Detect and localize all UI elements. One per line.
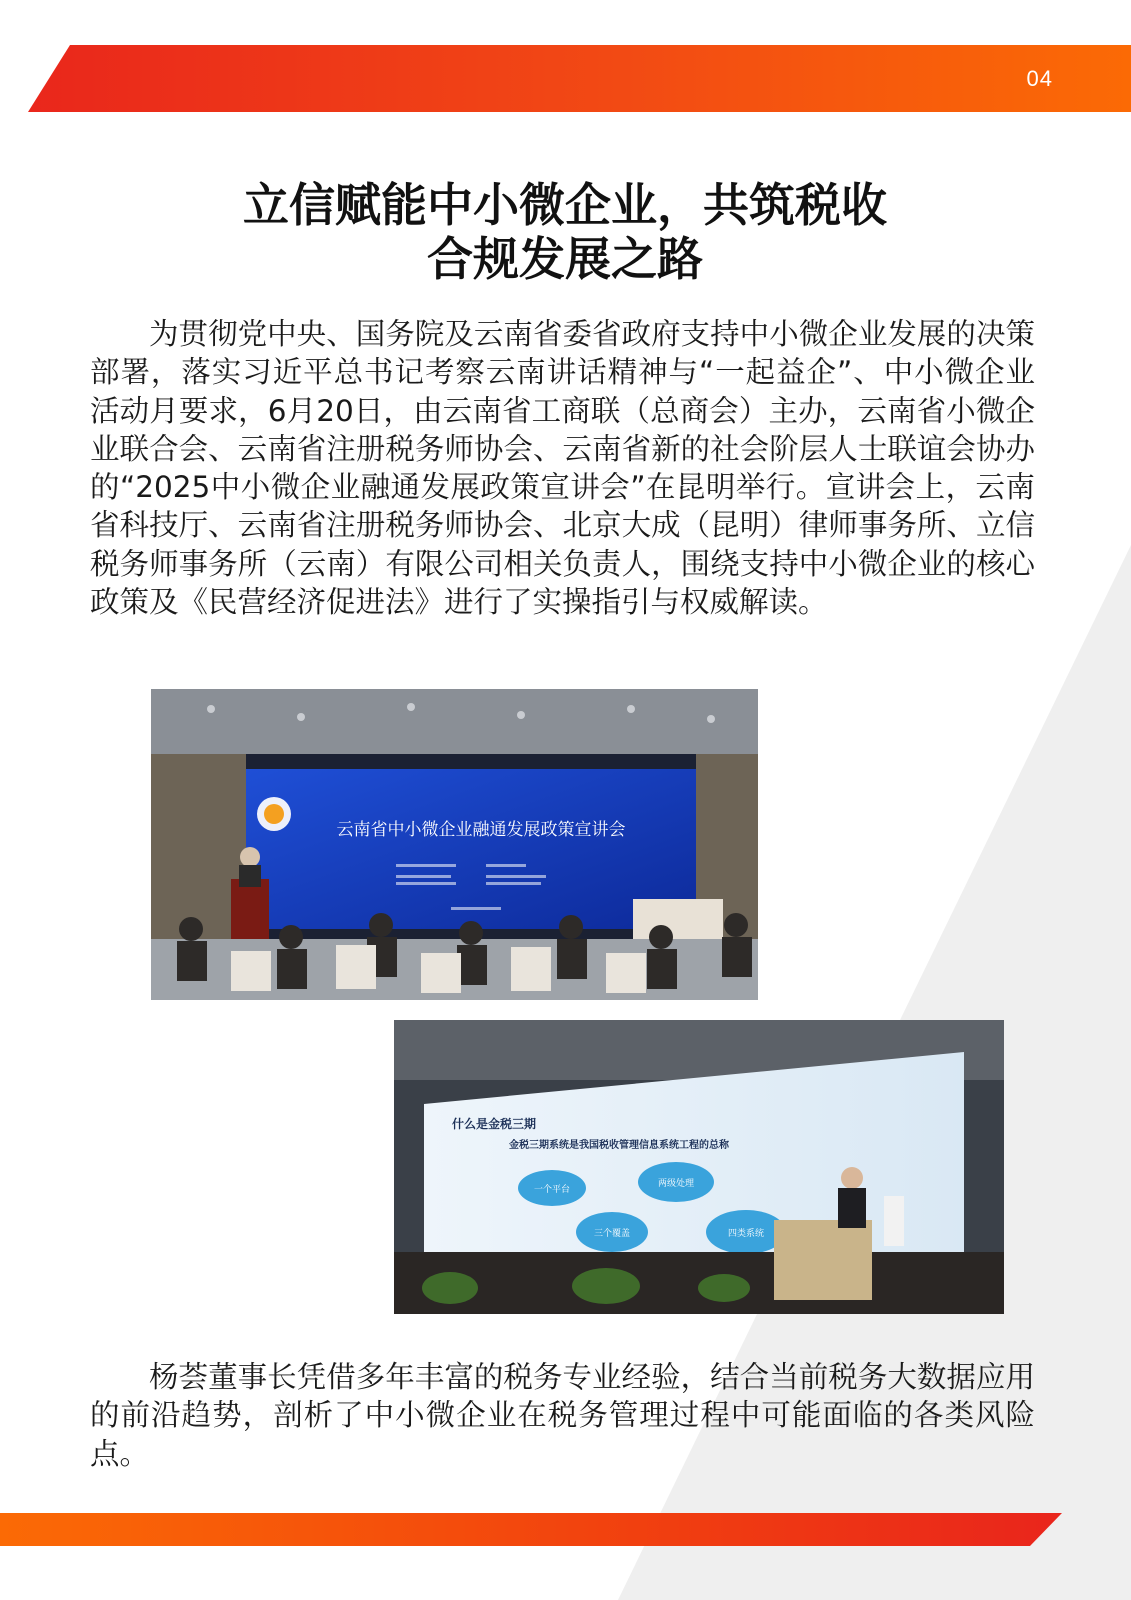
- bubble-label-1: 一个平台: [533, 1185, 571, 1195]
- bubble-label-3: 三个覆盖: [593, 1229, 631, 1239]
- bottom-banner-bar: [0, 1513, 1062, 1546]
- article-paragraph-1: 为贯彻党中央、国务院及云南省委省政府支持中小微企业发展的决策部署，落实习近平总书记考察云南讲话精神与“一起益企”、中小微企业活动月要求，6月20日，由云南省工商联（总商会）主办，云南省小微企业联合会、云南省注册税务师协会、云南省新的社会阶层人士联谊会协办的“2025中小微企业融通发展政策宣讲会”在昆明举行。宣讲会上，云南省科技厅、云南省注册税务师协会、北京大成（昆明）律师事务所、立信税务师事务所（云南）有限公司相关负责人，围绕支持中小微企业的核心政策及《民营经济促进法》进行了实操指引与权威解读。: [90, 317, 1035, 620]
- top-banner-bar: [0, 45, 1131, 112]
- screen-title: 云南省中小微企业融通发展政策宣讲会: [336, 820, 626, 840]
- bubble-label-4: 四类系统: [727, 1229, 765, 1239]
- title-line-2: 合规发展之路: [427, 232, 703, 286]
- title-line-1: 立信赋能中小微企业，共筑税收: [243, 178, 887, 232]
- article-paragraph-2: 杨荟董事长凭借多年丰富的税务专业经验，结合当前税务大数据应用的前沿趋势，剖析了中小微企业在税务管理过程中可能面临的各类风险点。: [90, 1360, 1035, 1471]
- article-title: [90, 178, 1040, 286]
- bubble-label-2: 两级处理: [657, 1179, 695, 1189]
- conference-hall-photo: [151, 689, 758, 1000]
- page-number: 04: [1026, 66, 1053, 91]
- slide-heading: 什么是金税三期: [452, 1117, 537, 1131]
- speaker-presentation-photo: [394, 1020, 1004, 1314]
- slide-subtitle: 金税三期系统是我国税收管理信息系统工程的总称: [509, 1140, 729, 1151]
